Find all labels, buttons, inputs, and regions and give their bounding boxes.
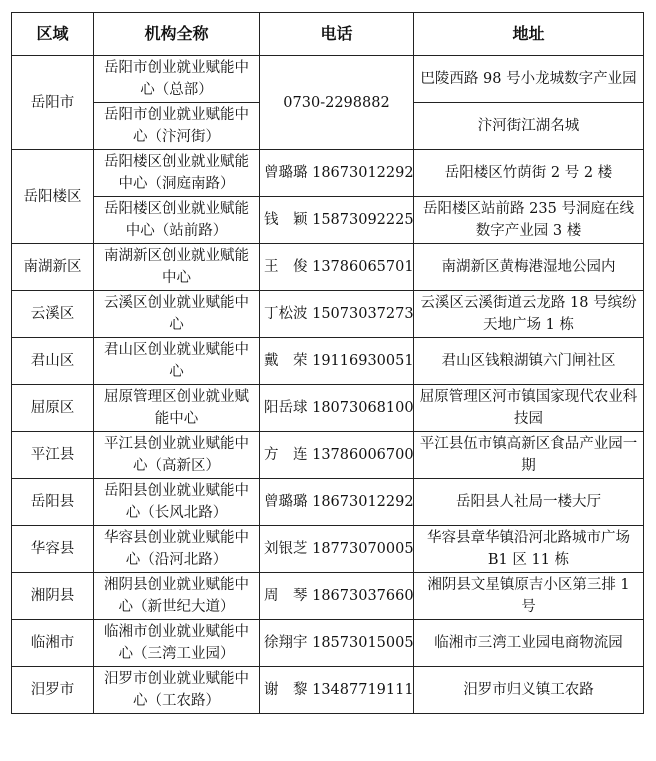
org-cell: 岳阳县创业就业赋能中心（长风北路） [94, 479, 260, 526]
address-cell: 南湖新区黄梅港湿地公园内 [414, 244, 644, 291]
table-row [12, 150, 644, 197]
phone-number: 19116930051 [312, 353, 414, 369]
header-org: 机构全称 [94, 13, 260, 56]
agency-table [11, 12, 644, 714]
contact-name: 曾璐璐 [264, 165, 308, 181]
contact-name: 曾璐璐 [264, 494, 308, 510]
contact-name: 徐翔宇 [264, 635, 308, 651]
region-cell: 华容县 [12, 526, 94, 573]
table-row [12, 338, 644, 385]
region-cell: 岳阳楼区 [12, 150, 94, 244]
phone-cell [260, 667, 414, 714]
phone-cell [260, 197, 414, 244]
phone-number: 18673037660 [312, 588, 414, 604]
region-cell: 屈原区 [12, 385, 94, 432]
table-row [12, 244, 644, 291]
table-row [12, 667, 644, 714]
address-cell: 屈原管理区河市镇国家现代农业科技园 [414, 385, 644, 432]
contact-name: 钱 颖 [264, 212, 308, 228]
header-address: 地址 [414, 13, 644, 56]
address-cell: 湘阴县文星镇原吉小区第三排 1 号 [414, 573, 644, 620]
phone-cell [260, 244, 414, 291]
org-cell: 云溪区创业就业赋能中心 [94, 291, 260, 338]
org-cell: 华容县创业就业赋能中心（沿河北路） [94, 526, 260, 573]
org-cell: 岳阳楼区创业就业赋能中心（站前路） [94, 197, 260, 244]
table-row [12, 56, 644, 103]
header-phone: 电话 [260, 13, 414, 56]
phone-cell: 0730-2298882 [260, 56, 414, 150]
table-row [12, 291, 644, 338]
phone-cell [260, 291, 414, 338]
address-cell: 岳阳楼区站前路 235 号洞庭在线数字产业园 3 楼 [414, 197, 644, 244]
phone-number: 18573015005 [312, 635, 414, 651]
contact-name: 王 俊 [264, 259, 308, 275]
phone-number: 13786065701 [312, 259, 414, 275]
table-row [12, 385, 644, 432]
address-cell: 岳阳楼区竹荫街 2 号 2 楼 [414, 150, 644, 197]
org-cell: 君山区创业就业赋能中心 [94, 338, 260, 385]
org-cell: 汨罗市创业就业赋能中心（工农路） [94, 667, 260, 714]
phone-cell [260, 338, 414, 385]
phone-number: 18073068100 [312, 400, 414, 416]
address-cell: 华容县章华镇沿河北路城市广场 B1 区 11 栋 [414, 526, 644, 573]
address-cell: 汨罗市归义镇工农路 [414, 667, 644, 714]
table-row [12, 432, 644, 479]
org-cell: 湘阴县创业就业赋能中心（新世纪大道） [94, 573, 260, 620]
address-cell: 岳阳县人社局一楼大厅 [414, 479, 644, 526]
address-cell: 君山区钱粮湖镇六门闸社区 [414, 338, 644, 385]
contact-name: 丁松波 [264, 306, 308, 322]
region-cell: 临湘市 [12, 620, 94, 667]
region-cell: 岳阳市 [12, 56, 94, 150]
contact-name: 阳岳球 [264, 400, 308, 416]
table-row [12, 620, 644, 667]
table-row [12, 197, 644, 244]
org-cell: 岳阳市创业就业赋能中心（总部） [94, 56, 260, 103]
phone-cell [260, 573, 414, 620]
phone-cell [260, 150, 414, 197]
address-cell: 巴陵西路 98 号小龙城数字产业园 [414, 56, 644, 103]
region-cell: 云溪区 [12, 291, 94, 338]
region-cell: 湘阴县 [12, 573, 94, 620]
address-cell: 汴河街江湖名城 [414, 103, 644, 150]
org-cell: 屈原管理区创业就业赋能中心 [94, 385, 260, 432]
contact-name: 周 琴 [264, 588, 308, 604]
phone-number: 18673012292 [312, 494, 414, 510]
phone-cell [260, 620, 414, 667]
phone-number: 13786006700 [312, 447, 414, 463]
phone-number: 13487719111 [312, 682, 414, 698]
phone-cell [260, 479, 414, 526]
region-cell: 汨罗市 [12, 667, 94, 714]
org-cell: 南湖新区创业就业赋能中心 [94, 244, 260, 291]
phone-cell [260, 526, 414, 573]
header-region: 区域 [12, 13, 94, 56]
org-cell: 岳阳市创业就业赋能中心（汴河街） [94, 103, 260, 150]
phone-cell [260, 385, 414, 432]
contact-name: 戴 荣 [264, 353, 308, 369]
region-cell: 平江县 [12, 432, 94, 479]
region-cell: 君山区 [12, 338, 94, 385]
org-cell: 岳阳楼区创业就业赋能中心（洞庭南路） [94, 150, 260, 197]
phone-cell [260, 432, 414, 479]
phone-number: 18773070005 [312, 541, 414, 557]
address-cell: 临湘市三湾工业园电商物流园 [414, 620, 644, 667]
address-cell: 平江县伍市镇高新区食品产业园一期 [414, 432, 644, 479]
phone-number: 15873092225 [312, 212, 414, 228]
table-row [12, 526, 644, 573]
contact-name: 谢 黎 [264, 682, 308, 698]
table-row [12, 573, 644, 620]
contact-name: 刘银芝 [264, 541, 308, 557]
region-cell: 南湖新区 [12, 244, 94, 291]
region-cell: 岳阳县 [12, 479, 94, 526]
address-cell: 云溪区云溪街道云龙路 18 号缤纷天地广场 1 栋 [414, 291, 644, 338]
org-cell: 平江县创业就业赋能中心（高新区） [94, 432, 260, 479]
header-row [12, 13, 644, 56]
contact-name: 方 连 [264, 447, 308, 463]
phone-number: 18673012292 [312, 165, 414, 181]
phone-number: 15073037273 [312, 306, 414, 322]
org-cell: 临湘市创业就业赋能中心（三湾工业园） [94, 620, 260, 667]
table-row [12, 479, 644, 526]
